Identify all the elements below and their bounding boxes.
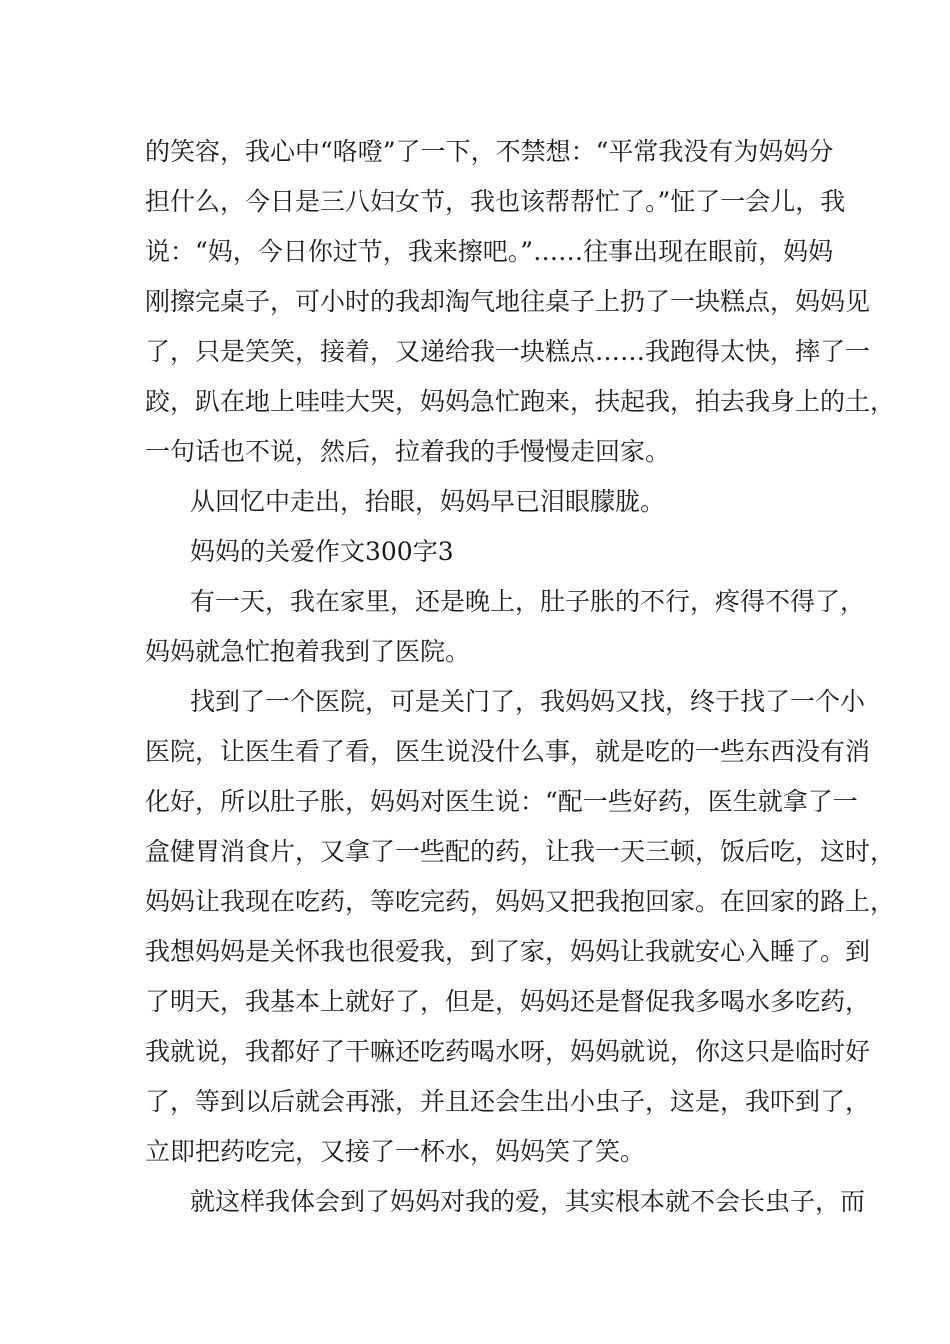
text-line: 我想妈妈是关怀我也很爱我，到了家，妈妈让我就安心入睡了。到 — [145, 937, 871, 966]
text-line: 妈妈就急忙抱着我到了医院。 — [145, 637, 471, 666]
text-line: 说：“妈，今日你过节，我来擦吧。”……往事出现在眼前，妈妈 — [145, 237, 834, 266]
text-line: 医院，让医生看了看，医生说没什么事，就是吃的一些东西没有消 — [145, 737, 871, 766]
section-heading: 妈妈的关爱作文300字3 — [190, 537, 454, 566]
text-line: 从回忆中走出，抬眼，妈妈早已泪眼朦胧。 — [190, 487, 666, 516]
text-line: 担什么，今日是三八妇女节，我也该帮帮忙了。”怔了一会儿，我 — [145, 187, 846, 216]
text-line: 有一天，我在家里，还是晚上，肚子胀的不行，疼得不得了， — [190, 587, 866, 616]
text-line: 刚擦完桌子，可小时的我却淘气地往桌子上扔了一块糕点，妈妈见 — [145, 287, 871, 316]
text-line: 了，只是笑笑，接着，又递给我一块糕点……我跑得太快，摔了一 — [145, 337, 871, 366]
text-line: 找到了一个医院，可是关门了，我妈妈又找，终于找了一个小 — [190, 687, 866, 716]
text-line: 就这样我体会到了妈妈对我的爱，其实根本就不会长虫子，而 — [190, 1187, 866, 1216]
text-line: 了，等到以后就会再涨，并且还会生出小虫子，这是，我吓到了， — [145, 1087, 871, 1116]
text-line: 我就说，我都好了干嘛还吃药喝水呀，妈妈就说，你这只是临时好 — [145, 1037, 871, 1066]
text-line: 了明天，我基本上就好了，但是，妈妈还是督促我多喝水多吃药， — [145, 987, 871, 1016]
text-line: 的笑容，我心中“咯噔”了一下，不禁想：“平常我没有为妈妈分 — [145, 137, 834, 166]
text-line: 跤，趴在地上哇哇大哭，妈妈急忙跑来，扶起我，拍去我身上的土， — [145, 387, 896, 416]
text-line: 盒健胃消食片，又拿了一些配的药，让我一天三顿，饭后吃，这时， — [145, 837, 896, 866]
text-line: 妈妈让我现在吃药，等吃完药，妈妈又把我抱回家。在回家的路上， — [145, 887, 896, 916]
text-line: 立即把药吃完，又接了一杯水，妈妈笑了笑。 — [145, 1137, 646, 1166]
text-line: 一句话也不说，然后，拉着我的手慢慢走回家。 — [145, 437, 671, 466]
text-line: 化好，所以肚子胀，妈妈对医生说：“配一些好药，医生就拿了一 — [145, 787, 858, 816]
